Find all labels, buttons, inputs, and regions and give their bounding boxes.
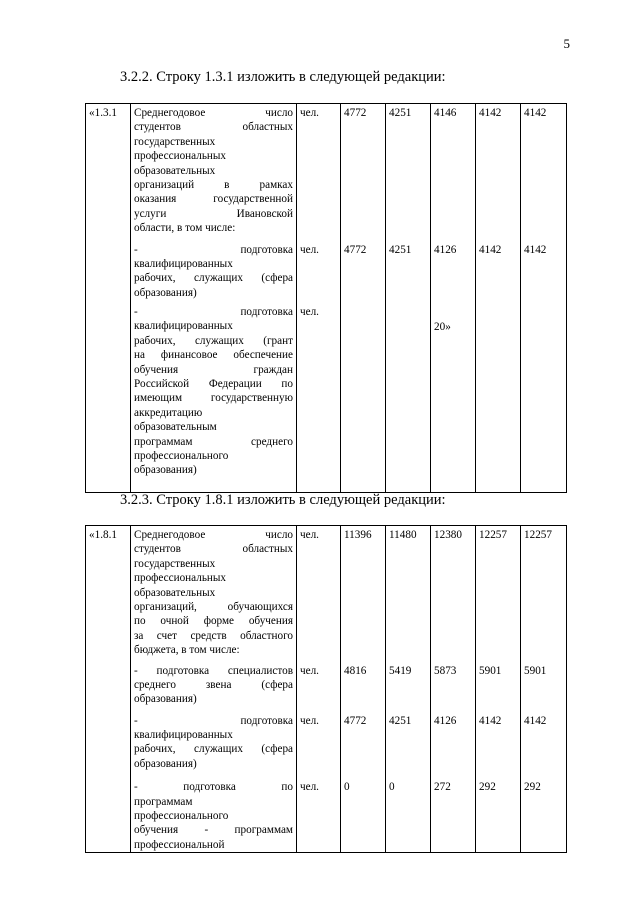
- cell-line: имеющим государственную: [134, 392, 293, 405]
- cell-line: [344, 305, 382, 319]
- cell-line: 5873: [434, 664, 457, 677]
- cell-line: чел.: [300, 664, 319, 677]
- row-item-value: [524, 664, 563, 714]
- row-item-value: [389, 106, 427, 243]
- cell-line: 4126: [434, 714, 457, 727]
- row-item-value: [434, 528, 472, 664]
- cell-line: - подготовка: [134, 306, 293, 319]
- cell-line: государственных: [134, 135, 216, 148]
- row-item-name: [134, 243, 293, 301]
- cell-line: [524, 305, 563, 319]
- table-row: [86, 526, 567, 853]
- cell-line: 0: [344, 781, 350, 794]
- cell-line: 292: [524, 781, 541, 794]
- cell-line: образовательных: [134, 164, 216, 177]
- row-item-value: [479, 780, 517, 852]
- cell-line: 11480: [389, 529, 417, 541]
- cell-line: образования): [134, 286, 197, 299]
- row-item-value: [479, 243, 517, 306]
- row-item-value: [479, 528, 517, 664]
- row-item-value: [389, 714, 427, 781]
- cell-line: чел.: [300, 714, 319, 727]
- row-item-name: [134, 664, 293, 707]
- cell-line: - подготовка: [134, 714, 293, 727]
- row-item-value: [434, 664, 472, 714]
- cell-line: 4142: [479, 107, 502, 119]
- cell-line: квалифицированных: [134, 320, 233, 333]
- row-item-value: [389, 780, 427, 852]
- cell-line: Российской Федерации по: [134, 378, 293, 391]
- row-value-4: [476, 104, 521, 493]
- cell-line: Среднегодовое число: [134, 529, 293, 541]
- cell-line: 4772: [344, 243, 367, 256]
- row-value-1: [341, 526, 386, 853]
- row-item-value: [524, 714, 563, 781]
- row-item-value: [524, 528, 563, 664]
- cell-line: образовательных: [134, 586, 216, 599]
- cell-line: рабочих, служащих (сфера: [134, 743, 293, 756]
- row-code: «1.8.1: [86, 526, 131, 853]
- row-value-4: [476, 526, 521, 853]
- row-item-unit: [300, 106, 337, 243]
- row-item-unit: [300, 243, 337, 306]
- cell-line: 4816: [344, 664, 367, 677]
- row-item-value: [479, 714, 517, 781]
- cell-line: 4142: [524, 243, 547, 256]
- cell-line: студентов областных: [134, 121, 293, 134]
- cell-line: квалифицированных: [134, 729, 233, 742]
- cell-line: 4251: [389, 243, 412, 256]
- cell-line: 4772: [344, 714, 367, 727]
- cell-line: государственных: [134, 557, 216, 570]
- row-item-value: [389, 243, 427, 306]
- row-value-2: [386, 104, 431, 493]
- cell-line: чел.: [300, 529, 319, 541]
- cell-line: на финансовое обеспечение: [134, 349, 293, 362]
- cell-line: 4146: [434, 107, 457, 119]
- row-item-value: [344, 714, 382, 781]
- cell-line: за счет средств областного: [134, 629, 293, 642]
- cell-line: по очной форме обучения: [134, 615, 293, 628]
- heading-row-1-3-1: 3.2.2. Строку 1.3.1 изложить в следующей редакции:: [120, 69, 446, 85]
- cell-line: 12257: [524, 529, 552, 541]
- cell-line: 11396: [344, 529, 372, 541]
- row-item-value: [434, 106, 472, 243]
- row-item-value: [389, 664, 427, 714]
- cell-line: профессиональной: [134, 838, 225, 851]
- cell-line: 5419: [389, 664, 412, 677]
- row-name: [131, 526, 297, 853]
- table-row-1-3-1: [85, 103, 567, 493]
- cell-line: [479, 305, 517, 319]
- cell-line: программам среднего: [134, 435, 293, 448]
- row-item-value: [524, 305, 563, 478]
- cell-line: услуги Ивановской: [134, 207, 293, 220]
- cell-line: 4142: [479, 714, 502, 727]
- cell-line: рабочих, служащих (грант: [134, 334, 293, 347]
- row-item-unit: [300, 528, 337, 664]
- row-item-value: [434, 780, 472, 852]
- row-item-value: [344, 305, 382, 478]
- row-item-value: [524, 780, 563, 852]
- heading-row-1-8-1: 3.2.3. Строку 1.8.1 изложить в следующей редакции:: [120, 492, 446, 508]
- cell-line: 20»: [434, 320, 451, 333]
- cell-line: аккредитацию: [134, 406, 203, 419]
- cell-line: квалифицированных: [134, 257, 233, 270]
- row-value-3: [431, 526, 476, 853]
- cell-line: профессиональных: [134, 150, 227, 163]
- cell-line: обучения граждан: [134, 363, 293, 376]
- row-item-value: [434, 320, 472, 493]
- cell-line: организаций в рамках: [134, 178, 293, 191]
- cell-line: программам: [134, 795, 193, 808]
- cell-line: области, в том числе:: [134, 222, 236, 235]
- cell-line: рабочих, служащих (сфера: [134, 272, 293, 285]
- row-item-name: [134, 528, 293, 658]
- row-item-name: [134, 106, 293, 236]
- row-item-unit: [300, 780, 337, 852]
- cell-line: Среднегодовое число: [134, 107, 293, 119]
- row-value-2: [386, 526, 431, 853]
- row-unit: [297, 526, 341, 853]
- row-item-value: [524, 106, 563, 243]
- cell-line: организаций, обучающихся: [134, 600, 293, 613]
- row-item-value: [479, 106, 517, 243]
- cell-line: 5901: [479, 664, 502, 677]
- row-item-value: [344, 528, 382, 664]
- cell-line: 4251: [389, 107, 412, 119]
- row-item-value: [479, 664, 517, 714]
- row-item-value: [434, 243, 472, 306]
- cell-line: [389, 305, 427, 319]
- cell-line: оказания государственной: [134, 193, 293, 206]
- cell-line: чел.: [300, 107, 319, 119]
- cell-line: 12380: [434, 529, 462, 541]
- cell-line: 292: [479, 781, 496, 794]
- row-item-name: [134, 305, 293, 478]
- cell-line: - подготовка специалистов: [134, 664, 293, 677]
- row-item-value: [344, 106, 382, 243]
- row-item-unit: [300, 714, 337, 781]
- row-item-name: [134, 714, 293, 772]
- row-item-value: [344, 780, 382, 852]
- cell-line: бюджета, в том числе:: [134, 644, 240, 657]
- page-number: 5: [563, 36, 570, 51]
- cell-line: 5901: [524, 664, 547, 677]
- cell-line: образовательным: [134, 421, 217, 434]
- row-name: [131, 104, 297, 493]
- cell-line: 4142: [479, 243, 502, 256]
- cell-line: 4772: [344, 107, 367, 119]
- row-code: «1.3.1: [86, 104, 131, 493]
- cell-line: 12257: [479, 529, 507, 541]
- row-item-name: [134, 780, 293, 852]
- row-unit: [297, 104, 341, 493]
- cell-line: профессионального: [134, 810, 229, 823]
- row-item-value: [479, 305, 517, 478]
- cell-line: - подготовка по: [134, 781, 293, 794]
- row-value-3: [431, 104, 476, 493]
- cell-line: 4142: [524, 714, 547, 727]
- table-row: [86, 104, 567, 493]
- row-value-5: [521, 104, 567, 493]
- row-value-5: [521, 526, 567, 853]
- cell-line: образования): [134, 757, 197, 770]
- cell-line: чел.: [300, 306, 319, 319]
- cell-line: - подготовка: [134, 243, 293, 256]
- cell-line: чел.: [300, 243, 319, 256]
- cell-line: образования): [134, 464, 197, 477]
- cell-line: 4142: [524, 107, 547, 119]
- cell-line: образования): [134, 693, 197, 706]
- row-item-value: [344, 664, 382, 714]
- row-item-value: [434, 714, 472, 781]
- cell-line: чел.: [300, 781, 319, 794]
- cell-line: 272: [434, 781, 451, 794]
- row-item-unit: [300, 305, 337, 478]
- cell-line: 4251: [389, 714, 412, 727]
- row-item-value: [344, 243, 382, 306]
- cell-line: обучения - программам: [134, 824, 293, 837]
- row-item-unit: [300, 664, 337, 714]
- row-item-value: [389, 528, 427, 664]
- row-value-1: [341, 104, 386, 493]
- cell-line: среднего звена (сфера: [134, 678, 293, 691]
- table-row-1-8-1: [85, 525, 567, 853]
- cell-line: 4126: [434, 243, 457, 256]
- cell-line: профессиональных: [134, 572, 227, 585]
- cell-line: профессионального: [134, 449, 229, 462]
- cell-line: студентов областных: [134, 543, 293, 556]
- row-item-value: [389, 305, 427, 478]
- row-item-value: [524, 243, 563, 306]
- cell-line: 0: [389, 781, 395, 794]
